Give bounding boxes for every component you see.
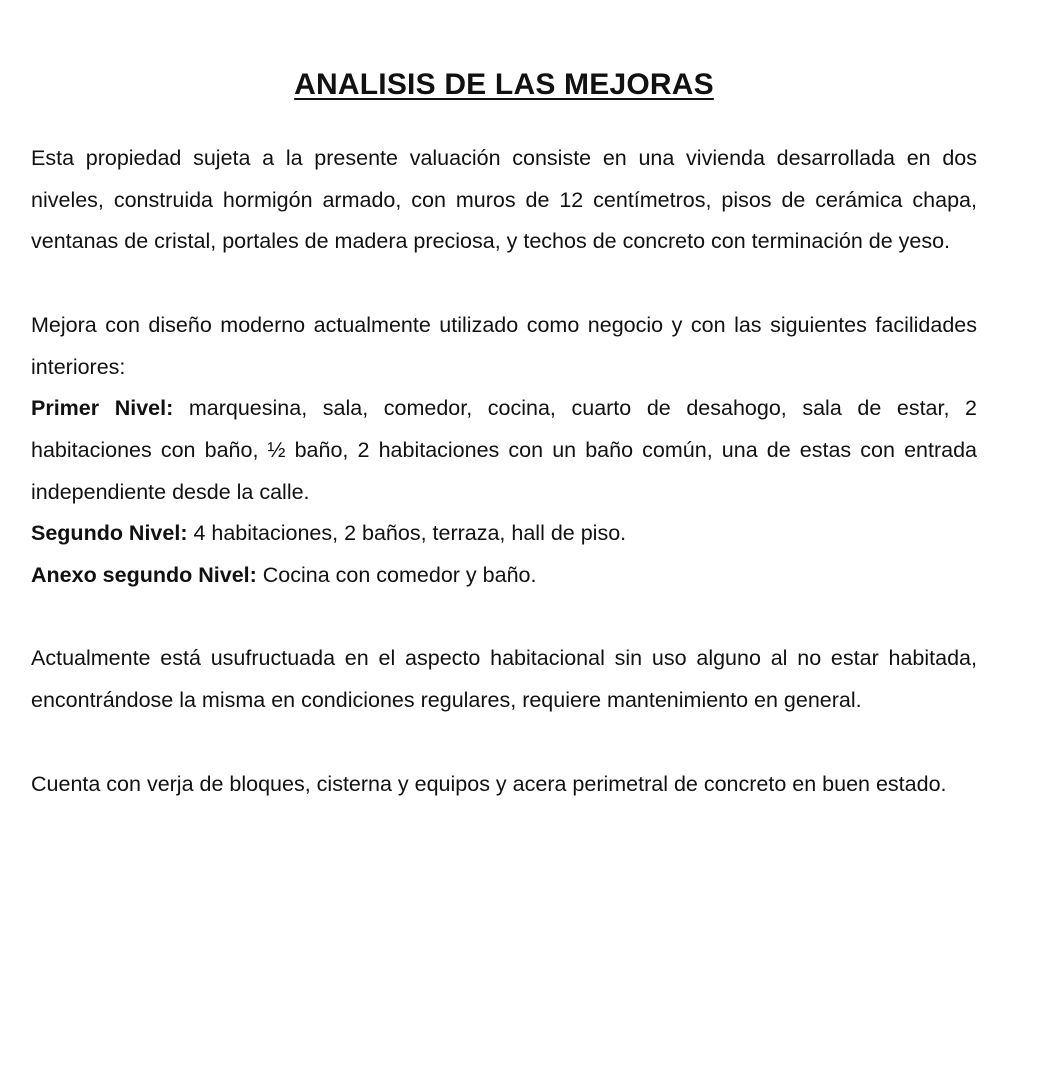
level-annex-label: Anexo segundo Nivel: bbox=[31, 563, 257, 588]
level-annex-text: Cocina con comedor y baño. bbox=[256, 563, 537, 588]
level-annex bbox=[31, 555, 977, 597]
level-second-text: 4 habitaciones, 2 baños, terraza, hall de piso. bbox=[187, 521, 627, 546]
paragraph-spacer bbox=[31, 263, 977, 305]
level-first-text: marquesina, sala, comedor, cocina, cuarto de desahogo, sala de estar, 2 habitaciones con baño, ½ baño, 2 habitaciones con un baño común, una de estas con entrada independiente desde la calle. bbox=[31, 396, 977, 504]
paragraph-condition: Actualmente está usufructuada en el aspecto habitacional sin uso alguno al no estar habitada, encontrándose la misma en condiciones regulares, requiere mantenimiento en general. bbox=[31, 646, 977, 713]
document-body bbox=[31, 138, 977, 805]
level-first bbox=[31, 388, 977, 513]
level-second bbox=[31, 513, 977, 555]
paragraph-exterior: Cuenta con verja de bloques, cisterna y equipos y acera perimetral de concreto en buen estado. bbox=[31, 771, 947, 796]
paragraph-facilities-intro: Mejora con diseño moderno actualmente utilizado como negocio y con las siguientes facilidades interiores: bbox=[31, 312, 977, 379]
level-second-label: Segundo Nivel: bbox=[31, 521, 188, 546]
document-title: ANALISIS DE LAS MEJORAS bbox=[294, 68, 714, 101]
paragraph-spacer bbox=[31, 722, 977, 764]
level-first-label: Primer Nivel: bbox=[31, 396, 174, 421]
paragraph-spacer bbox=[31, 597, 977, 639]
paragraph-description: Esta propiedad sujeta a la presente valuación consiste en una vivienda desarrollada en dos niveles, construida hormigón armado, con muros de 12 centímetros, pisos de cerámica chapa, ventanas de cristal, portales de madera preciosa, y techos de concreto con terminación de yeso. bbox=[31, 146, 977, 254]
